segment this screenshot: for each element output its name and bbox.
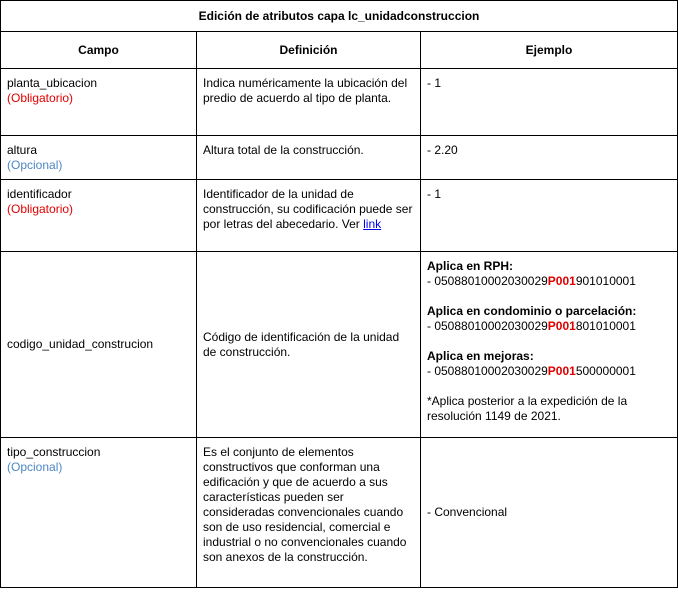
field-name: tipo_construccion — [7, 445, 101, 459]
field-name: codigo_unidad_construcion — [7, 337, 154, 351]
title-row — [1, 1, 678, 32]
required-label: (Obligatorio) — [7, 91, 74, 105]
table-row — [1, 69, 678, 136]
field-name: altura — [7, 143, 38, 157]
optional-label: (Opcional) — [7, 460, 63, 474]
example-cell: - 2.20 — [421, 136, 678, 180]
campo-cell — [1, 136, 197, 180]
example-code: - 05088010002030029P001801010001 — [427, 319, 636, 333]
definition-text: Identificador de la unidad de construcción, su codificación puede ser por letras del abecedario. Ver — [203, 187, 413, 231]
example-cell — [421, 252, 678, 438]
definition-cell: Código de identificación de la unidad de construcción. — [197, 252, 421, 438]
table-row — [1, 252, 678, 438]
example-cell: - 1 — [421, 180, 678, 252]
table-row — [1, 438, 678, 588]
example-code: - 05088010002030029P001500000001 — [427, 364, 636, 378]
required-label: (Obligatorio) — [7, 202, 74, 216]
campo-cell — [1, 252, 197, 438]
example-label: Aplica en RPH: — [427, 259, 514, 273]
campo-cell — [1, 180, 197, 252]
campo-cell — [1, 69, 197, 136]
header-row — [1, 32, 678, 69]
definition-cell: Es el conjunto de elementos constructivos que conforman una edificación y que de acuerdo a sus características pueden ser consideradas convencionales cuando son de uso residencial, comercial e industrial o no convencionales cuando son anexos de la construcción. — [197, 438, 421, 588]
field-name: identificador — [7, 187, 72, 201]
field-name: planta_ubicacion — [7, 76, 98, 90]
table-row — [1, 136, 678, 180]
definition-cell: Indica numéricamente la ubicación del predio de acuerdo al tipo de planta. — [197, 69, 421, 136]
table-row — [1, 180, 678, 252]
header-ejemplo: Ejemplo — [421, 32, 678, 69]
table-title: Edición de atributos capa lc_unidadconstruccion — [1, 1, 678, 32]
ver-link[interactable]: link — [363, 217, 382, 231]
example-label: Aplica en mejoras: — [427, 349, 534, 363]
example-cell: - Convencional — [421, 438, 678, 588]
example-note: *Aplica posterior a la expedición de la resolución 1149 de 2021. — [427, 394, 628, 423]
header-campo: Campo — [1, 32, 197, 69]
example-cell: - 1 — [421, 69, 678, 136]
example-label: Aplica en condominio o parcelación: — [427, 304, 637, 318]
header-definicion: Definición — [197, 32, 421, 69]
definition-cell: Altura total de la construcción. — [197, 136, 421, 180]
definition-cell — [197, 180, 421, 252]
campo-cell — [1, 438, 197, 588]
example-code: - 05088010002030029P001901010001 — [427, 274, 636, 288]
optional-label: (Opcional) — [7, 158, 63, 172]
